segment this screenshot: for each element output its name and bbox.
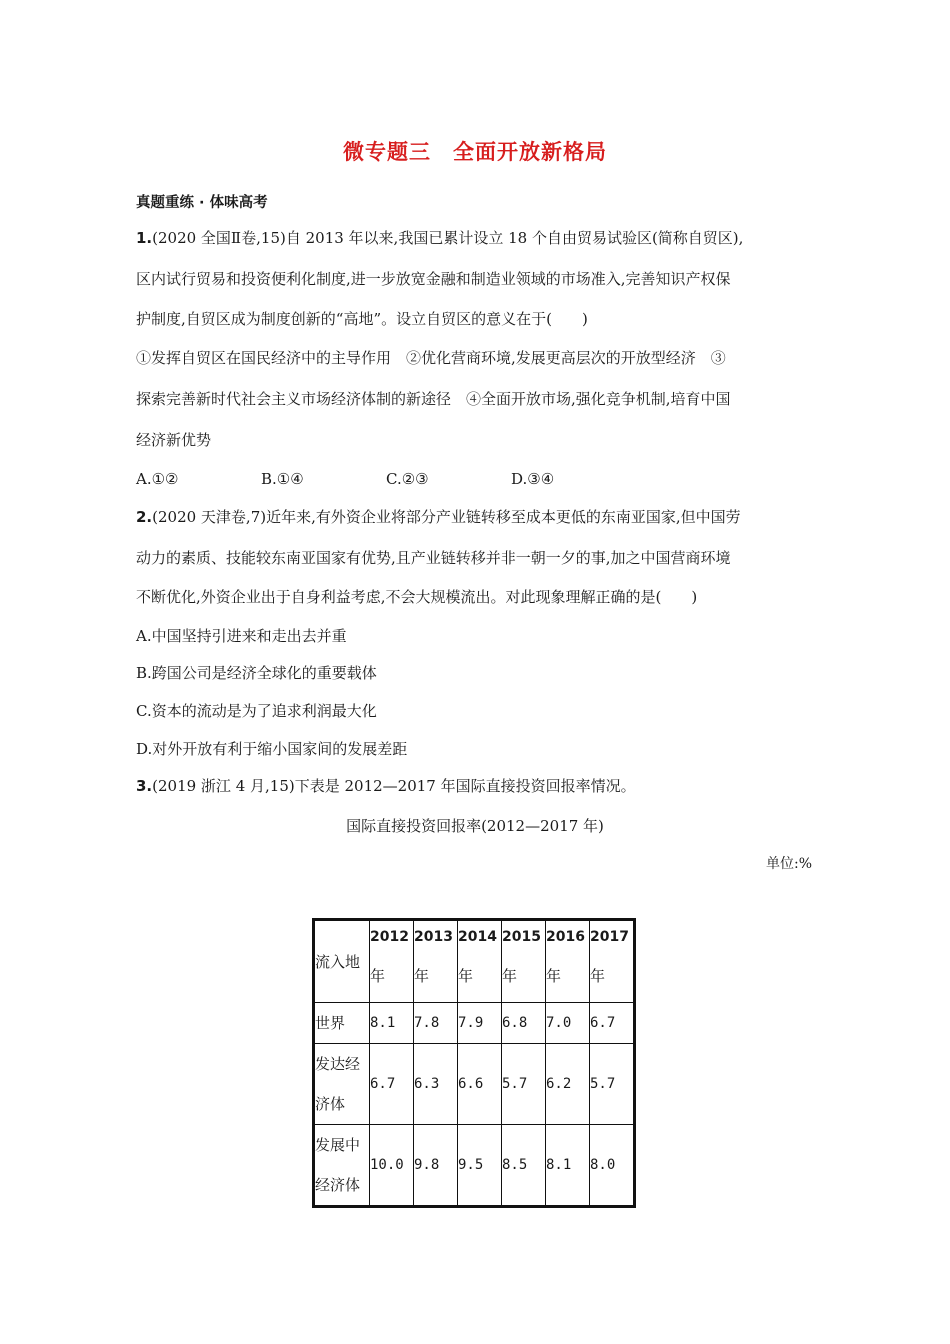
table-cell: 7.8 <box>414 1003 458 1044</box>
table-cell: 5.7 <box>590 1044 635 1125</box>
row-label: 发展中经济体 <box>314 1125 370 1207</box>
table-cell: 6.8 <box>502 1003 546 1044</box>
table-cell: 8.1 <box>546 1125 590 1207</box>
q2-line-3: 不断优化,外资企业出于自身利益考虑,不会大规模流出。对此现象理解正确的是( ) <box>136 588 698 606</box>
table-cell: 6.2 <box>546 1044 590 1125</box>
year-header: 2015 年 <box>502 920 546 1003</box>
year-header: 2017 年 <box>590 920 635 1003</box>
table-cell: 6.6 <box>458 1044 502 1125</box>
q2-option-d[interactable]: D.对外开放有利于缩小国家间的发展差距 <box>136 740 408 758</box>
q1-line-4: ①发挥自贸区在国民经济中的主导作用 ②优化营商环境,发展更高层次的开放型经济 ③ <box>136 349 726 367</box>
table-cell: 10.0 <box>370 1125 414 1207</box>
table-cell: 6.3 <box>414 1044 458 1125</box>
row-label: 发达经济体 <box>314 1044 370 1125</box>
table-row <box>314 1044 635 1125</box>
table-cell: 8.5 <box>502 1125 546 1207</box>
table-cell: 5.7 <box>502 1044 546 1125</box>
q3-number: 3. <box>136 777 153 795</box>
q1-line-2: 区内试行贸易和投资便利化制度,进一步放宽金融和制造业领域的市场准入,完善知识产权保 <box>136 270 731 288</box>
q2-number: 2. <box>136 508 153 526</box>
table-row <box>314 1125 635 1207</box>
q1-options <box>136 469 636 489</box>
table-row <box>314 1003 635 1044</box>
q1-line-6: 经济新优势 <box>136 431 212 449</box>
q2-option-c[interactable]: C.资本的流动是为了追求利润最大化 <box>136 702 377 720</box>
year-header: 2014 年 <box>458 920 502 1003</box>
q1-option-b[interactable]: B.①④ <box>261 470 304 488</box>
q1-option-d[interactable]: D.③④ <box>511 470 555 488</box>
year-header: 2012 年 <box>370 920 414 1003</box>
table-cell: 8.0 <box>590 1125 635 1207</box>
q1-option-a[interactable]: A.①② <box>136 470 179 488</box>
header-label: 流入地 <box>314 920 370 1003</box>
q1-option-c[interactable]: C.②③ <box>386 470 429 488</box>
table-cell: 9.8 <box>414 1125 458 1207</box>
table-caption: 国际直接投资回报率(2012—2017 年) <box>346 817 604 835</box>
q1-line-5: 探索完善新时代社会主义市场经济体制的新途径 ④全面开放市场,强化竞争机制,培育中国 <box>136 390 731 408</box>
table-cell: 8.1 <box>370 1003 414 1044</box>
q2-line-2: 动力的素质、技能较东南亚国家有优势,且产业链转移并非一朝一夕的事,加之中国营商环境 <box>136 549 731 567</box>
table-cell: 9.5 <box>458 1125 502 1207</box>
year-header: 2013 年 <box>414 920 458 1003</box>
table-cell: 7.9 <box>458 1003 502 1044</box>
data-table <box>312 918 636 1208</box>
q3-line-1: 3.(2019 浙江 4 月,15)下表是 2012—2017 年国际直接投资回报率情况。 <box>136 777 636 795</box>
table-cell: 6.7 <box>590 1003 635 1044</box>
q1-line-3: 护制度,自贸区成为制度创新的“高地”。设立自贸区的意义在于( ) <box>136 310 588 328</box>
table-cell: 7.0 <box>546 1003 590 1044</box>
section-heading: 真题重练 · 体味高考 <box>136 195 268 211</box>
q2-line-1: 2.(2020 天津卷,7)近年来,有外资企业将部分产业链转移至成本更低的东南亚国家,但中国劳 <box>136 508 741 526</box>
q2-option-a[interactable]: A.中国坚持引进来和走出去并重 <box>136 627 347 645</box>
q2-option-b[interactable]: B.跨国公司是经济全球化的重要载体 <box>136 664 377 682</box>
q1-line-1: 1.(2020 全国Ⅱ卷,15)自 2013 年以来,我国已累计设立 18 个自由贸易试验区(简称自贸区), <box>136 229 744 247</box>
row-label: 世界 <box>314 1003 370 1044</box>
table-unit: 单位:% <box>766 856 813 872</box>
table-header-row <box>314 920 635 1003</box>
q1-number: 1. <box>136 229 153 247</box>
table-cell: 6.7 <box>370 1044 414 1125</box>
page-title: 微专题三 全面开放新格局 <box>343 140 607 164</box>
year-header: 2016 年 <box>546 920 590 1003</box>
